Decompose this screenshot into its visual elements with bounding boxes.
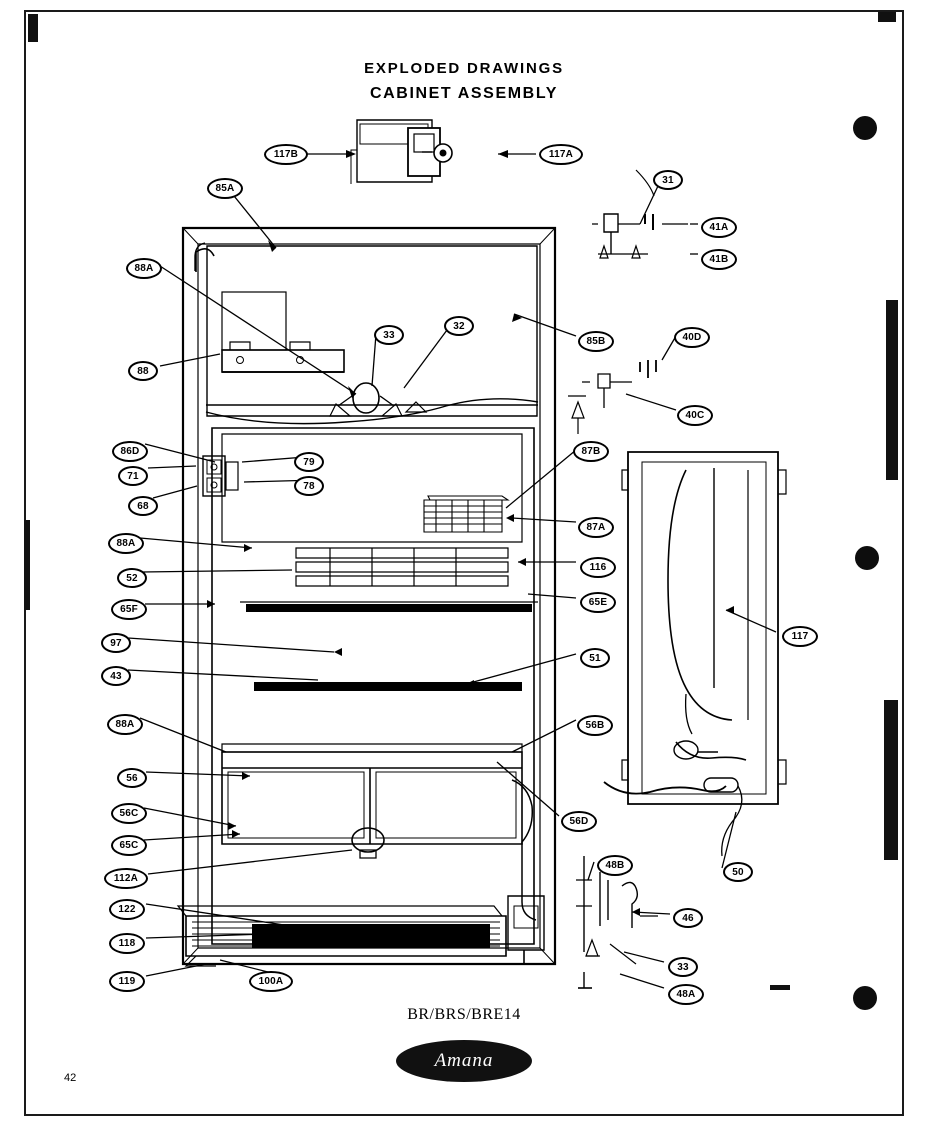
callout-79[interactable]: 79 <box>294 452 324 472</box>
callout-40C[interactable]: 40C <box>677 405 713 426</box>
callout-85A[interactable]: 85A <box>207 178 243 199</box>
page-number: 42 <box>64 1072 77 1084</box>
callout-88[interactable]: 88 <box>128 361 158 381</box>
model-label: BR/BRS/BRE14 <box>407 1006 521 1023</box>
callout-43[interactable]: 43 <box>101 666 131 686</box>
callout-85B[interactable]: 85B <box>578 331 614 352</box>
diagram-title-primary: EXPLODED DRAWINGS <box>364 60 564 77</box>
callout-71[interactable]: 71 <box>118 466 148 486</box>
callout-65E[interactable]: 65E <box>580 592 616 613</box>
callout-116[interactable]: 116 <box>580 557 616 578</box>
callout-68[interactable]: 68 <box>128 496 158 516</box>
callout-48B[interactable]: 48B <box>597 855 633 876</box>
callout-40D[interactable]: 40D <box>674 327 710 348</box>
callout-56[interactable]: 56 <box>117 768 147 788</box>
callout-41A[interactable]: 41A <box>701 217 737 238</box>
callout-112A[interactable]: 112A <box>104 868 148 889</box>
callout-32[interactable]: 32 <box>444 316 474 336</box>
callout-119[interactable]: 119 <box>109 971 145 992</box>
callout-122[interactable]: 122 <box>109 899 145 920</box>
callout-88A-top[interactable]: 88A <box>126 258 162 279</box>
callout-117B[interactable]: 117B <box>264 144 308 165</box>
diagram-title-secondary: CABINET ASSEMBLY <box>370 85 558 102</box>
callout-50[interactable]: 50 <box>723 862 753 882</box>
callout-48A[interactable]: 48A <box>668 984 704 1005</box>
callout-46[interactable]: 46 <box>673 908 703 928</box>
callout-87A[interactable]: 87A <box>578 517 614 538</box>
callout-51[interactable]: 51 <box>580 648 610 668</box>
callout-65F[interactable]: 65F <box>111 599 147 620</box>
callout-31[interactable]: 31 <box>653 170 683 190</box>
callout-88A-mid[interactable]: 88A <box>108 533 144 554</box>
callout-52[interactable]: 52 <box>117 568 147 588</box>
callout-118[interactable]: 118 <box>109 933 145 954</box>
callout-56D[interactable]: 56D <box>561 811 597 832</box>
callout-56B[interactable]: 56B <box>577 715 613 736</box>
callout-117-right[interactable]: 117 <box>782 626 818 647</box>
callout-56C[interactable]: 56C <box>111 803 147 824</box>
callout-117A[interactable]: 117A <box>539 144 583 165</box>
callout-41B[interactable]: 41B <box>701 249 737 270</box>
callout-33[interactable]: 33 <box>374 325 404 345</box>
callout-87B[interactable]: 87B <box>573 441 609 462</box>
callout-100A[interactable]: 100A <box>249 971 293 992</box>
leader-arrowheads <box>207 150 734 936</box>
callout-33-bottom[interactable]: 33 <box>668 957 698 977</box>
callout-65C[interactable]: 65C <box>111 835 147 856</box>
callout-97[interactable]: 97 <box>101 633 131 653</box>
amana-logo-text: Amana <box>434 1050 494 1071</box>
callout-88A-low[interactable]: 88A <box>107 714 143 735</box>
callout-78[interactable]: 78 <box>294 476 324 496</box>
leader-lines <box>128 154 776 988</box>
callout-86D[interactable]: 86D <box>112 441 148 462</box>
